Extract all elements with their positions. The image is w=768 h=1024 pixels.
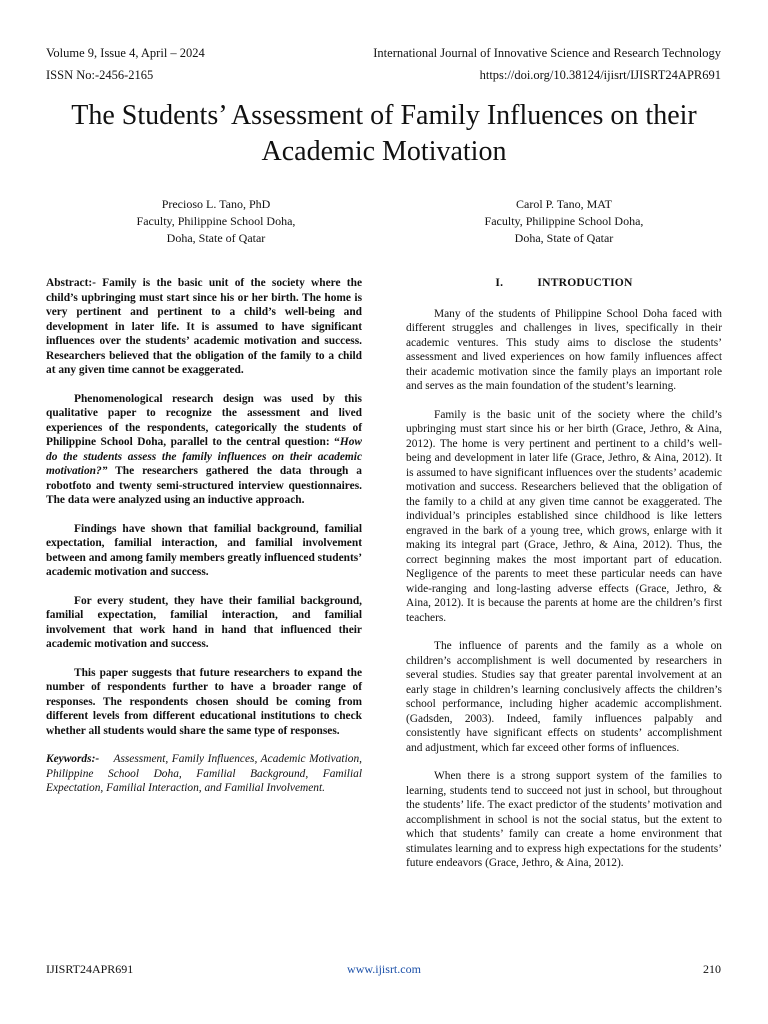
author-location: Doha, State of Qatar (166, 231, 266, 245)
body-paragraph: Many of the students of Philippine School Doha faced with different struggles and challenges in lives, specifically in their academic ventures. This study aims to disclose the students’ assessment and lived experiences on how family influences affect their academic motivation since the family plays an important role and serves as the main foundation of the student’s learning. (406, 307, 722, 392)
central-question: How do the students assess the family influences on their academic motivation?” (46, 436, 362, 477)
abstract-text: The researchers gathered the data through a robotfoto and twenty semi-structured interview questionnaires. The data were analyzed using an inductive approach. (46, 465, 362, 506)
section-heading (406, 276, 722, 291)
author-affiliation: Faculty, Philippine School Doha, (484, 214, 644, 228)
abstract-paragraph-5: This paper suggests that future researchers to expand the number of respondents further to have a broader range of responses. The respondents chosen should be coming from different levels from different educational institutions to check whether all students would share the same type of responses. (46, 666, 362, 737)
header-doi-link[interactable]: https://doi.org/10.38124/ijisrt/IJISRT24APR691 (479, 68, 721, 82)
body-paragraph: When there is a strong support system of the families to learning, students tend to succeed not just in school, but throughout the students’ life. The exact predictor of the students’ motivation and accomplishment in school is not the social status, but the extent to which that students’ family can create a home environment that stimulates learning and to express high expectations for the students’ future endeavors (Grace, Jethro, & Aina, 2012). (406, 770, 722, 869)
section-number: I. (495, 276, 504, 289)
author-location: Doha, State of Qatar (514, 231, 614, 245)
author-block-2 (434, 196, 694, 247)
page-number: 210 (703, 962, 721, 976)
author-name: Carol P. Tano, MAT (516, 197, 612, 211)
abstract-text: Phenomenological research design was used by this qualitative paper to recognize the assessment and lived experiences of the respondents, categorically the students of Philippine School Doha, parallel to the central question: “ (46, 392, 362, 448)
body-paragraph: The influence of parents and the family as a whole on children’s accomplishment is well documented by researchers in several studies. Studies say that greater parental involvement at an early stage in children’s learning conclusively affects the children’s school performance, including higher academic accomplishment. (Gadsden, 2003). Indeed, family influences palpably and consistently have significant effects on students’ accomplishment and adjustment, which far exceed other forms of influences. (406, 640, 722, 754)
footer-paper-id: IJISRT24APR691 (46, 962, 134, 976)
keywords (46, 752, 362, 796)
section-title: INTRODUCTION (537, 276, 633, 289)
author-name: Precioso L. Tano, PhD (161, 197, 271, 211)
keywords-text: Assessment, Family Influences, Academic Motivation, Philippine School Doha, Familial Background, Familial Expectation, Familial Interaction, and Familial Involvement. (46, 753, 362, 794)
author-affiliation: Faculty, Philippine School Doha, (136, 214, 296, 228)
right-column (406, 276, 722, 885)
body-paragraph: Family is the basic unit of the society where the child’s upbringing must start since his or her birth (Grace, Jethro, & Aina, 2012). The home is very pertinent and pertinent to a child’s well-being and development in later life (Grace, Jethro, & Aina, 2012). It is assumed to have significant influences over the students’ academic motivation and success. Researchers believed that the obligation of the family to a child at any given time cannot be exaggerated. The individual’s principles established since childhood is like letters engraved in the bark of a young tree, which grows, enlarge with it making its integral part (Grace, Jethro, & Aina, 2012). Thus, the correct beginning makes the most important part of education. Negligence of the parents to meet these particular needs can have wide-ranging and long-lasting adverse effects (Grace, Jethro, & Aina, 2012). It is because the parents at home are the children’s first teachers. (406, 408, 722, 624)
header-volume: Volume 9, Issue 4, April – 2024 (46, 46, 205, 60)
author-block-1 (86, 196, 346, 247)
paper-title: The Students’ Assessment of Family Influences on their Academic Motivation (71, 100, 697, 167)
keywords-label: Keywords:- (46, 753, 100, 765)
abstract-paragraph-2 (46, 392, 362, 508)
abstract-paragraph-3: Findings have shown that familial background, familial expectation, familial interaction, and familial involvement between and among family members greatly influenced students’ academic motivation and success. (46, 522, 362, 578)
footer-website-link[interactable]: www.ijisrt.com (347, 962, 421, 976)
header-journal-name: International Journal of Innovative Science and Research Technology (373, 46, 721, 60)
abstract-paragraph-1: Abstract:- Family is the basic unit of the society where the child’s upbringing must start since his or her birth. The home is very pertinent and pertinent to a child’s well-being and development in later life. It is assumed to have significant influences over the students’ academic motivation and success. Researchers believed that the obligation of the family to a child at any given time cannot be exaggerated. (46, 277, 362, 376)
left-column (46, 276, 362, 810)
abstract-paragraph-4: For every student, they have their familial background, familial expectation, familial interaction, and familial involvement that work hand in hand that influenced their academic motivation and success. (46, 594, 362, 650)
header-issn: ISSN No:-2456-2165 (46, 68, 154, 82)
